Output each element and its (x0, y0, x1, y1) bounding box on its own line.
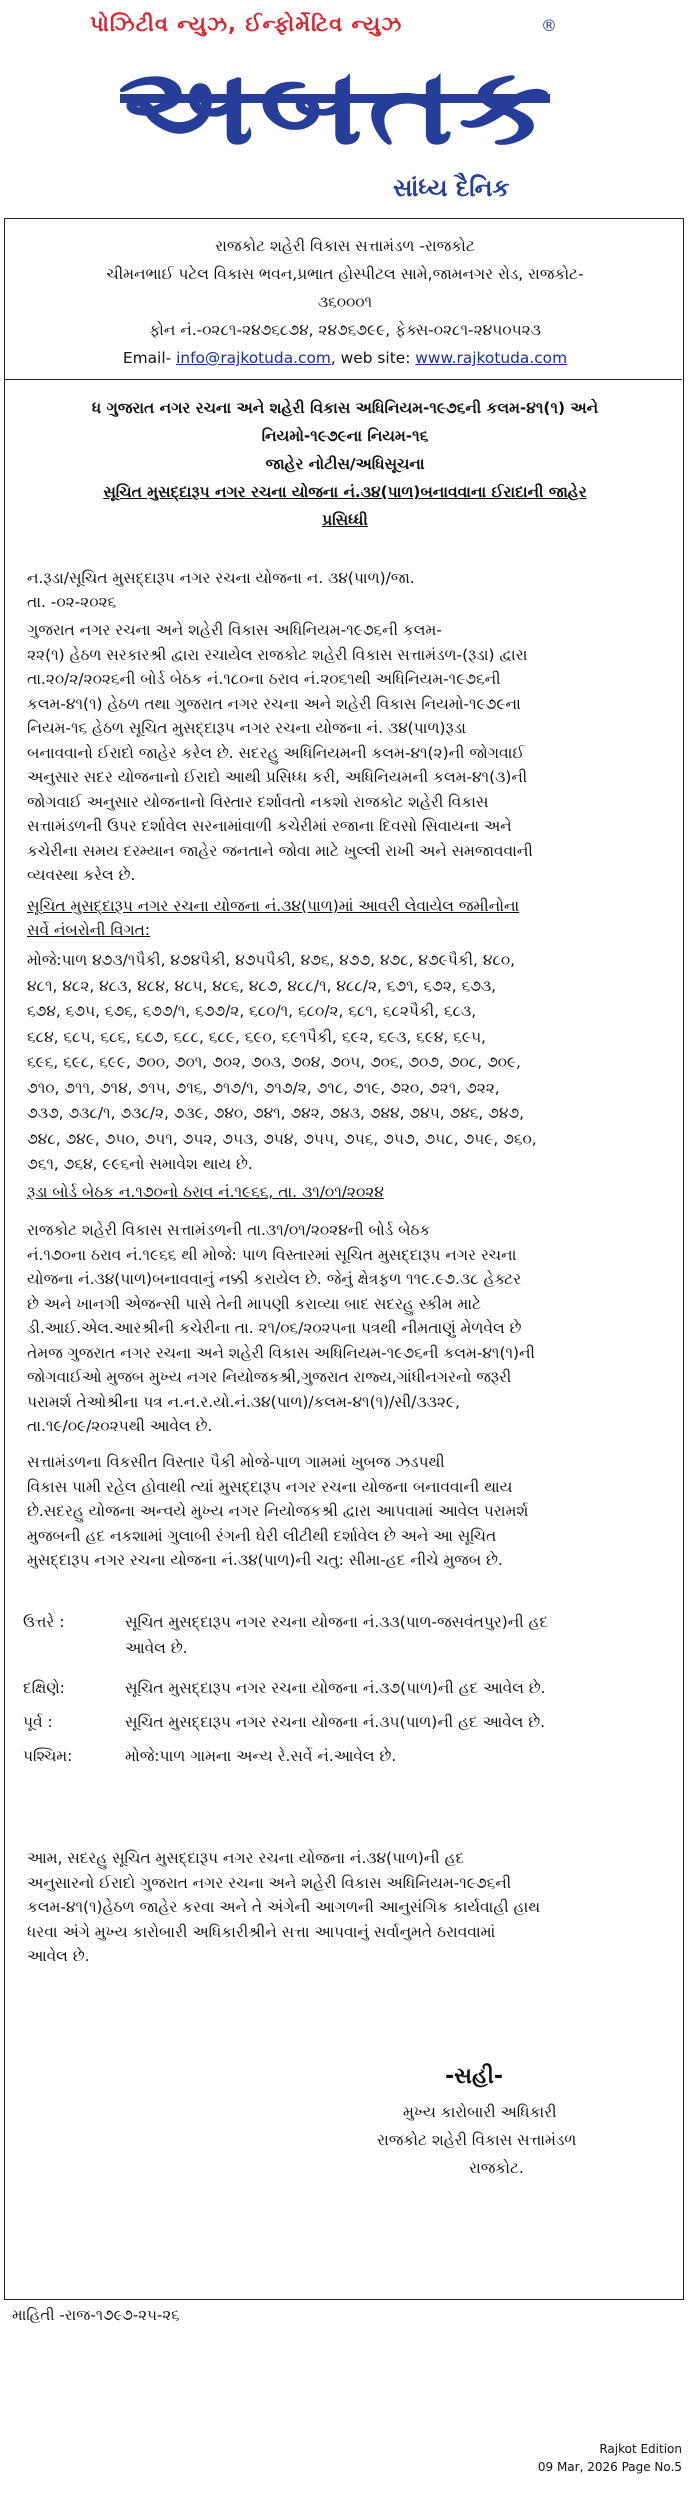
paragraph-intent-line: ગુજરાત નગર રચના અને શહેરી વિકાસ અધિનિયમ-૧૯૭૬ની કલમ- (27, 621, 442, 639)
registered-mark-icon: ® (541, 16, 557, 35)
authority-address: ચીમનભાઈ પટેલ વિકાસ ભવન,પ્રભાત હોસ્પીટલ સામે,જામનગર રોડ, રાજકોટ- (106, 265, 584, 283)
email-label: Email- (122, 349, 177, 367)
paragraph-bounds-line: મુસદ્દારૂપ નગર રચના યોજના નં.૩૪(પાળ)ની ચતુ: સીમા-હદ નીચે મુજબ છે. (27, 1551, 503, 1569)
boundary-description: સૂચિત મુસદ્દારૂપ નગર રચના યોજના નં.૩૫(પાળ)ની હદ આવેલ છે. (125, 1713, 545, 1731)
boundary-direction-label: પૂર્વ : (23, 1713, 53, 1731)
survey-numbers-line: ૪૮૧, ૪૮૨, ૪૮૩, ૪૮૪, ૪૮૫, ૪૮૬, ૪૮૭, ૪૮૮/૧, ૪૮૮/૨, ૬૭૧, ૬૭૨, ૬૭૩, (27, 976, 497, 995)
survey-heading-2: સર્વે નંબરોની વિગત: (27, 921, 151, 939)
notice-title-line1: ધ ગુજરાત નગર રચના અને શહેરી વિકાસ અધિનિયમ-૧૯૭૬ની કલમ-૪૧(૧) અને (91, 399, 599, 417)
newspaper-logo: અબતક (118, 45, 555, 168)
notice-title-line3: જાહેર નોટીસ/અધિસૂચના (265, 455, 425, 473)
paragraph-conclusion-line: ધરવા અંગે મુખ્ય કારોબારી અધિકારીશ્રીને સત્તા આપવાનું સર્વાનુમતે ઠરાવવામાં (27, 1922, 496, 1941)
info-department-code: માહિતી -રાજ-૧૭૯૭-૨૫-૨૬ (12, 2306, 180, 2324)
boundary-direction-label: દક્ષિણે: (23, 1679, 65, 1697)
masthead-subtitle: સાંધ્ય દૈનિક (393, 174, 510, 202)
public-notice (4, 218, 684, 2300)
survey-numbers-line: ૭૧૦, ૭૧૧, ૭૧૪, ૭૧૫, ૭૧૬, ૭૧૭/૧, ૭૧૭/૨, ૭૧૮, ૭૧૯, ૭૨૦, ૭૨૧, ૭૨૨, (27, 1078, 500, 1097)
paragraph-bounds-line: સત્તામંડળના વિકસીત વિસ્તાર પૈકી મોજે-પાળ ગામમાં ખુબજ ઝડપથી (27, 1453, 445, 1471)
paragraph-conclusion-line: કલમ-૪૧(૧)હેઠળ જાહેર કરવા અને તે અંગેની આગળની આનુસંગિક કાર્યવાહી હાથ (27, 1898, 541, 1916)
boundary-direction-label: પશ્ચિમ: (23, 1747, 73, 1765)
paragraph-intent-line: બનાવવાનો ઈરાદો જાહેર કરેલ છે. સદરહુ અધિનિયમની કલમ-૪૧(૨)ની જોગવાઈ (27, 743, 525, 762)
signature-mark: -સહી- (445, 2064, 504, 2089)
signatory-designation: મુખ્ય કારોબારી અધિકારી (403, 2103, 557, 2121)
paragraph-intent-line: તા.૨૦/૨/૨૦૨૬ની બોર્ડ બેઠક નં.૧૮૦ના ઠરાવ નં.૨૦૬૧થી અધિનિયમ-૧૯૭૬ની (27, 670, 501, 688)
masthead-tagline: પોઝિટીવ ન્યુઝ, ઈન્ફોર્મેટિવ ન્યુઝ (90, 12, 403, 36)
paragraph-intent-line: અનુસાર સદર યોજનાનો ઈરાદો આથી પ્રસિધ્ધ કરી, અધિનિયમની કલમ-૪૧(૩)ની (27, 768, 528, 786)
authority-contact (5, 347, 685, 369)
paragraph-bounds-line: મુજબની હદ નકશામાં ગુલાબી રંગની ઘેરી લીટીથી દર્શાવેલ છે અને આ સૂચિત (27, 1526, 497, 1545)
paragraph-board-line: નં.૧૭૦ના ઠરાવ નં.૧૯૬૬ થી મોજે: પાળ વિસ્તારમાં સૂચિત મુસદ્દારૂપ નગર રચના (27, 1245, 517, 1264)
paragraph-board-line: ડી.આઈ.એલ.આરશ્રીની કચેરીના તા. ૨૧/૦૬/૨૦૨૫ના પત્રથી નીમતાણું મેળવેલ છે (27, 1319, 522, 1337)
notice-reference: ન.રૂડા/સૂચિત મુસદ્દારૂપ નગર રચના યોજના ન. ૩૪(પાળ)/જા. (27, 569, 415, 587)
web-label: , web site: (330, 349, 416, 367)
survey-numbers-line: ૬૭૪, ૬૭૫, ૬૭૬, ૬૭૭/૧, ૬૭૭/૨, ૬૮૦/૧, ૬૮૦/૨, ૬૮૧, ૬૮૨પૈકી, ૬૮૩, (27, 1002, 477, 1020)
notice-title-line5: પ્રસિધ્ધી (322, 511, 368, 529)
paragraph-board-line: જોગવાઈઓ મુજબ મુખ્ય નગર નિયોજકશ્રી,ગુજરાત રાજ્ય,ગાંધીનગરનો જરૂરી (27, 1368, 512, 1386)
boundary-description: સૂચિત મુસદ્દારૂપ નગર રચના યોજના નં.૩૩(પાળ-જસવંતપુર)ની હદ (125, 1613, 549, 1631)
edition-name: Rajkot Edition (599, 2442, 682, 2456)
header-divider (5, 379, 682, 380)
notice-reference-date: તા. -૦૨-૨૦૨૬ (27, 593, 117, 611)
paragraph-board-line: તા.૧૯/૦૯/૨૦૨૫થી આવેલ છે. (27, 1417, 213, 1435)
boundary-direction-label: ઉત્તરે : (23, 1613, 65, 1631)
paragraph-intent-line: નિયમ-૧૬ હેઠળ સૂચિત મુસદ્દારૂપ નગર રચના યોજના નં. ૩૪(પાળ)રૂડા (27, 719, 466, 737)
masthead (0, 0, 690, 212)
signatory-city: રાજકોટ. (469, 2159, 524, 2177)
authority-pincode: ૩૬૦૦૦૧ (317, 293, 373, 311)
board-resolution: રૂડા બોર્ડ બેઠક ન.૧૭૦નો ઠરાવ નં.૧૯૬૬, તા. ૩૧/૦૧/૨૦૨૪ (27, 1183, 384, 1201)
paragraph-conclusion-line: આવેલ છે. (27, 1947, 90, 1965)
survey-numbers-line: ૭૪૮, ૭૪૯, ૭૫૦, ૭૫૧, ૭૫૨, ૭૫૩, ૭૫૪, ૭૫૫, ૭૫૬, ૭૫૭, ૭૫૮, ૭૫૯, ૭૬૦, (27, 1129, 537, 1148)
paragraph-conclusion-line: અનુસારનો ઈરાદો ગુજરાત નગર રચના અને શહેરી વિકાસ અધિનિયમ-૧૯૭૬ની (27, 1873, 512, 1892)
boundary-description: સૂચિત મુસદ્દારૂપ નગર રચના યોજના નં.૩૭(પાળ)ની હદ આવેલ છે. (125, 1679, 546, 1697)
paragraph-intent-line: કલમ-૪૧(૧) હેઠળ તથા ગુજરાત નગર રચના અને શહેરી વિકાસ નિયમો-૧૯૭૯ના (27, 694, 521, 713)
survey-numbers-line: મોજે:પાળ ૪૭૩/૧પૈકી, ૪૭૪પૈકી, ૪૭૫પૈકી, ૪૭૬, ૪૭૭, ૪૭૮, ૪૭૯પૈકી, ૪૮૦, (27, 951, 515, 969)
paragraph-board-line: રાજકોટ શહેરી વિકાસ સત્તામંડળની તા.૩૧/૦૧/૨૦૨૪ની બોર્ડ બેઠક (27, 1221, 431, 1239)
paragraph-board-line: યોજના નં.૩૪(પાળ)બનાવવાનું નક્કી કરાયેલ છે. જેનું ક્ષેત્રફળ ૧૧૯.૯૭.૩૮ હેક્ટર (27, 1270, 522, 1288)
notice-title-line2: નિયમો-૧૯૭૯ના નિયમ-૧૬ (261, 427, 429, 445)
edition-date-page: 09 Mar, 2026 Page No.5 (537, 2460, 682, 2474)
paragraph-board-line: છે અને ખાનગી એજન્સી પાસે તેની માપણી કરાવ્યા બાદ સદરહુ સ્કીમ માટે (27, 1294, 481, 1313)
paragraph-intent-line: સત્તામંડળની ઉપર દર્શાવેલ સરનામાંવાળી કચેરીમાં રજાના દિવસો સિવાયના અને (27, 817, 512, 835)
survey-heading: સૂચિત મુસદ્દારૂપ નગર રચના યોજના નં.૩૪(પાળ)માં આવરી લેવાયેલ જમીનોના (27, 897, 520, 915)
website-link[interactable]: www.rajkotuda.com (415, 349, 568, 367)
signatory-office: રાજકોટ શહેરી વિકાસ સત્તામંડળ (377, 2131, 577, 2149)
edition-info (538, 2440, 682, 2476)
notice-title-line4: સૂચિત મુસદ્દારૂપ નગર રચના યોજના નં.૩૪(પાળ)બનાવવાના ઈરાદાની જાહેર (103, 483, 587, 501)
authority-phone: ફોન નં.-૦૨૮૧-૨૪૭૬૮૭૪, ૨૪૭૬૭૯૯, ફેક્સ-૦૨૮૧-૨૪૫૦૫૨૩ (149, 321, 541, 339)
authority-name: રાજકોટ શહેરી વિકાસ સત્તામંડળ -રાજકોટ (215, 237, 475, 255)
paragraph-intent-line: વ્યવસ્થા કરેલ છે. (27, 866, 136, 884)
boundary-description: મોજે:પાળ ગામના અન્ય રે.સર્વે નં.આવેલ છે. (125, 1747, 397, 1765)
paragraph-board-line: પરામર્શ તેઓશ્રીના પત્ર ન.ન.ર.યો.નં.૩૪(પાળ)/કલમ-૪૧(૧)/સી/૩૩૨૯, (27, 1392, 460, 1411)
survey-numbers-line: ૬૮૪, ૬૮૫, ૬૮૬, ૬૮૭, ૬૮૮, ૬૮૯, ૬૯૦, ૬૯૧પૈકી, ૬૯૨, ૬૯૩, ૬૯૪, ૬૯૫, (27, 1027, 486, 1046)
paragraph-intent-line: ૨૨(૧) હેઠળ સરકારશ્રી દ્વારા રચાયેલ રાજકોટ શહેરી વિકાસ સત્તામંડળ-(રૂડા) દ્વારા (27, 645, 528, 664)
paragraph-bounds-line: વિકાસ પામી રહેલ હોવાથી ત્યાં મુસદ્દારૂપ નગર રચના યોજના બનાવવાની થાય (27, 1477, 513, 1496)
boundary-description-cont: આવેલ છે. (125, 1639, 188, 1657)
email-link[interactable]: info@rajkotuda.com (176, 349, 331, 367)
paragraph-intent-line: જોગવાઈ અનુસાર યોજનાનો વિસ્તાર દર્શાવતો નકશો રાજકોટ શહેરી વિકાસ (27, 792, 489, 811)
paragraph-bounds-line: છે.સદરહુ યોજના અન્વયે મુખ્ય નગર નિયોજકશ્રી દ્વારા આપવામાં આવેલ પરામર્શ (27, 1502, 529, 1520)
paragraph-board-line: તેમજ ગુજરાત નગર રચના અને શહેરી વિકાસ અધિનિયમ-૧૯૭૬ની કલમ-૪૧(૧)ની (27, 1343, 535, 1362)
survey-numbers-line: ૭૬૧, ૭૬૪, ૯૯૬નો સમાવેશ થાય છે. (27, 1155, 253, 1173)
survey-numbers-line: ૬૯૬, ૬૯૮, ૬૯૯, ૭૦૦, ૭૦૧, ૭૦૨, ૭૦૩, ૭૦૪, ૭૦૫, ૭૦૬, ૭૦૭, ૭૦૮, ૭૦૯, (27, 1053, 521, 1071)
paragraph-intent-line: કચેરીના સમય દરમ્યાન જાહેર જનતાને જોવા માટે ખુલ્લી રાખી અને સમજાવવાની (27, 841, 533, 860)
paragraph-conclusion-line: આમ, સદરહુ સૂચિત મુસદ્દારૂપ નગર રચના યોજના નં.૩૪(પાળ)ની હદ (27, 1849, 465, 1867)
survey-numbers-line: ૭૩૭, ૭૩૮/૧, ૭૩૮/૨, ૭૩૯, ૭૪૦, ૭૪૧, ૭૪૨, ૭૪૩, ૭૪૪, ૭૪૫, ૭૪૬, ૭૪૭, (27, 1104, 524, 1122)
